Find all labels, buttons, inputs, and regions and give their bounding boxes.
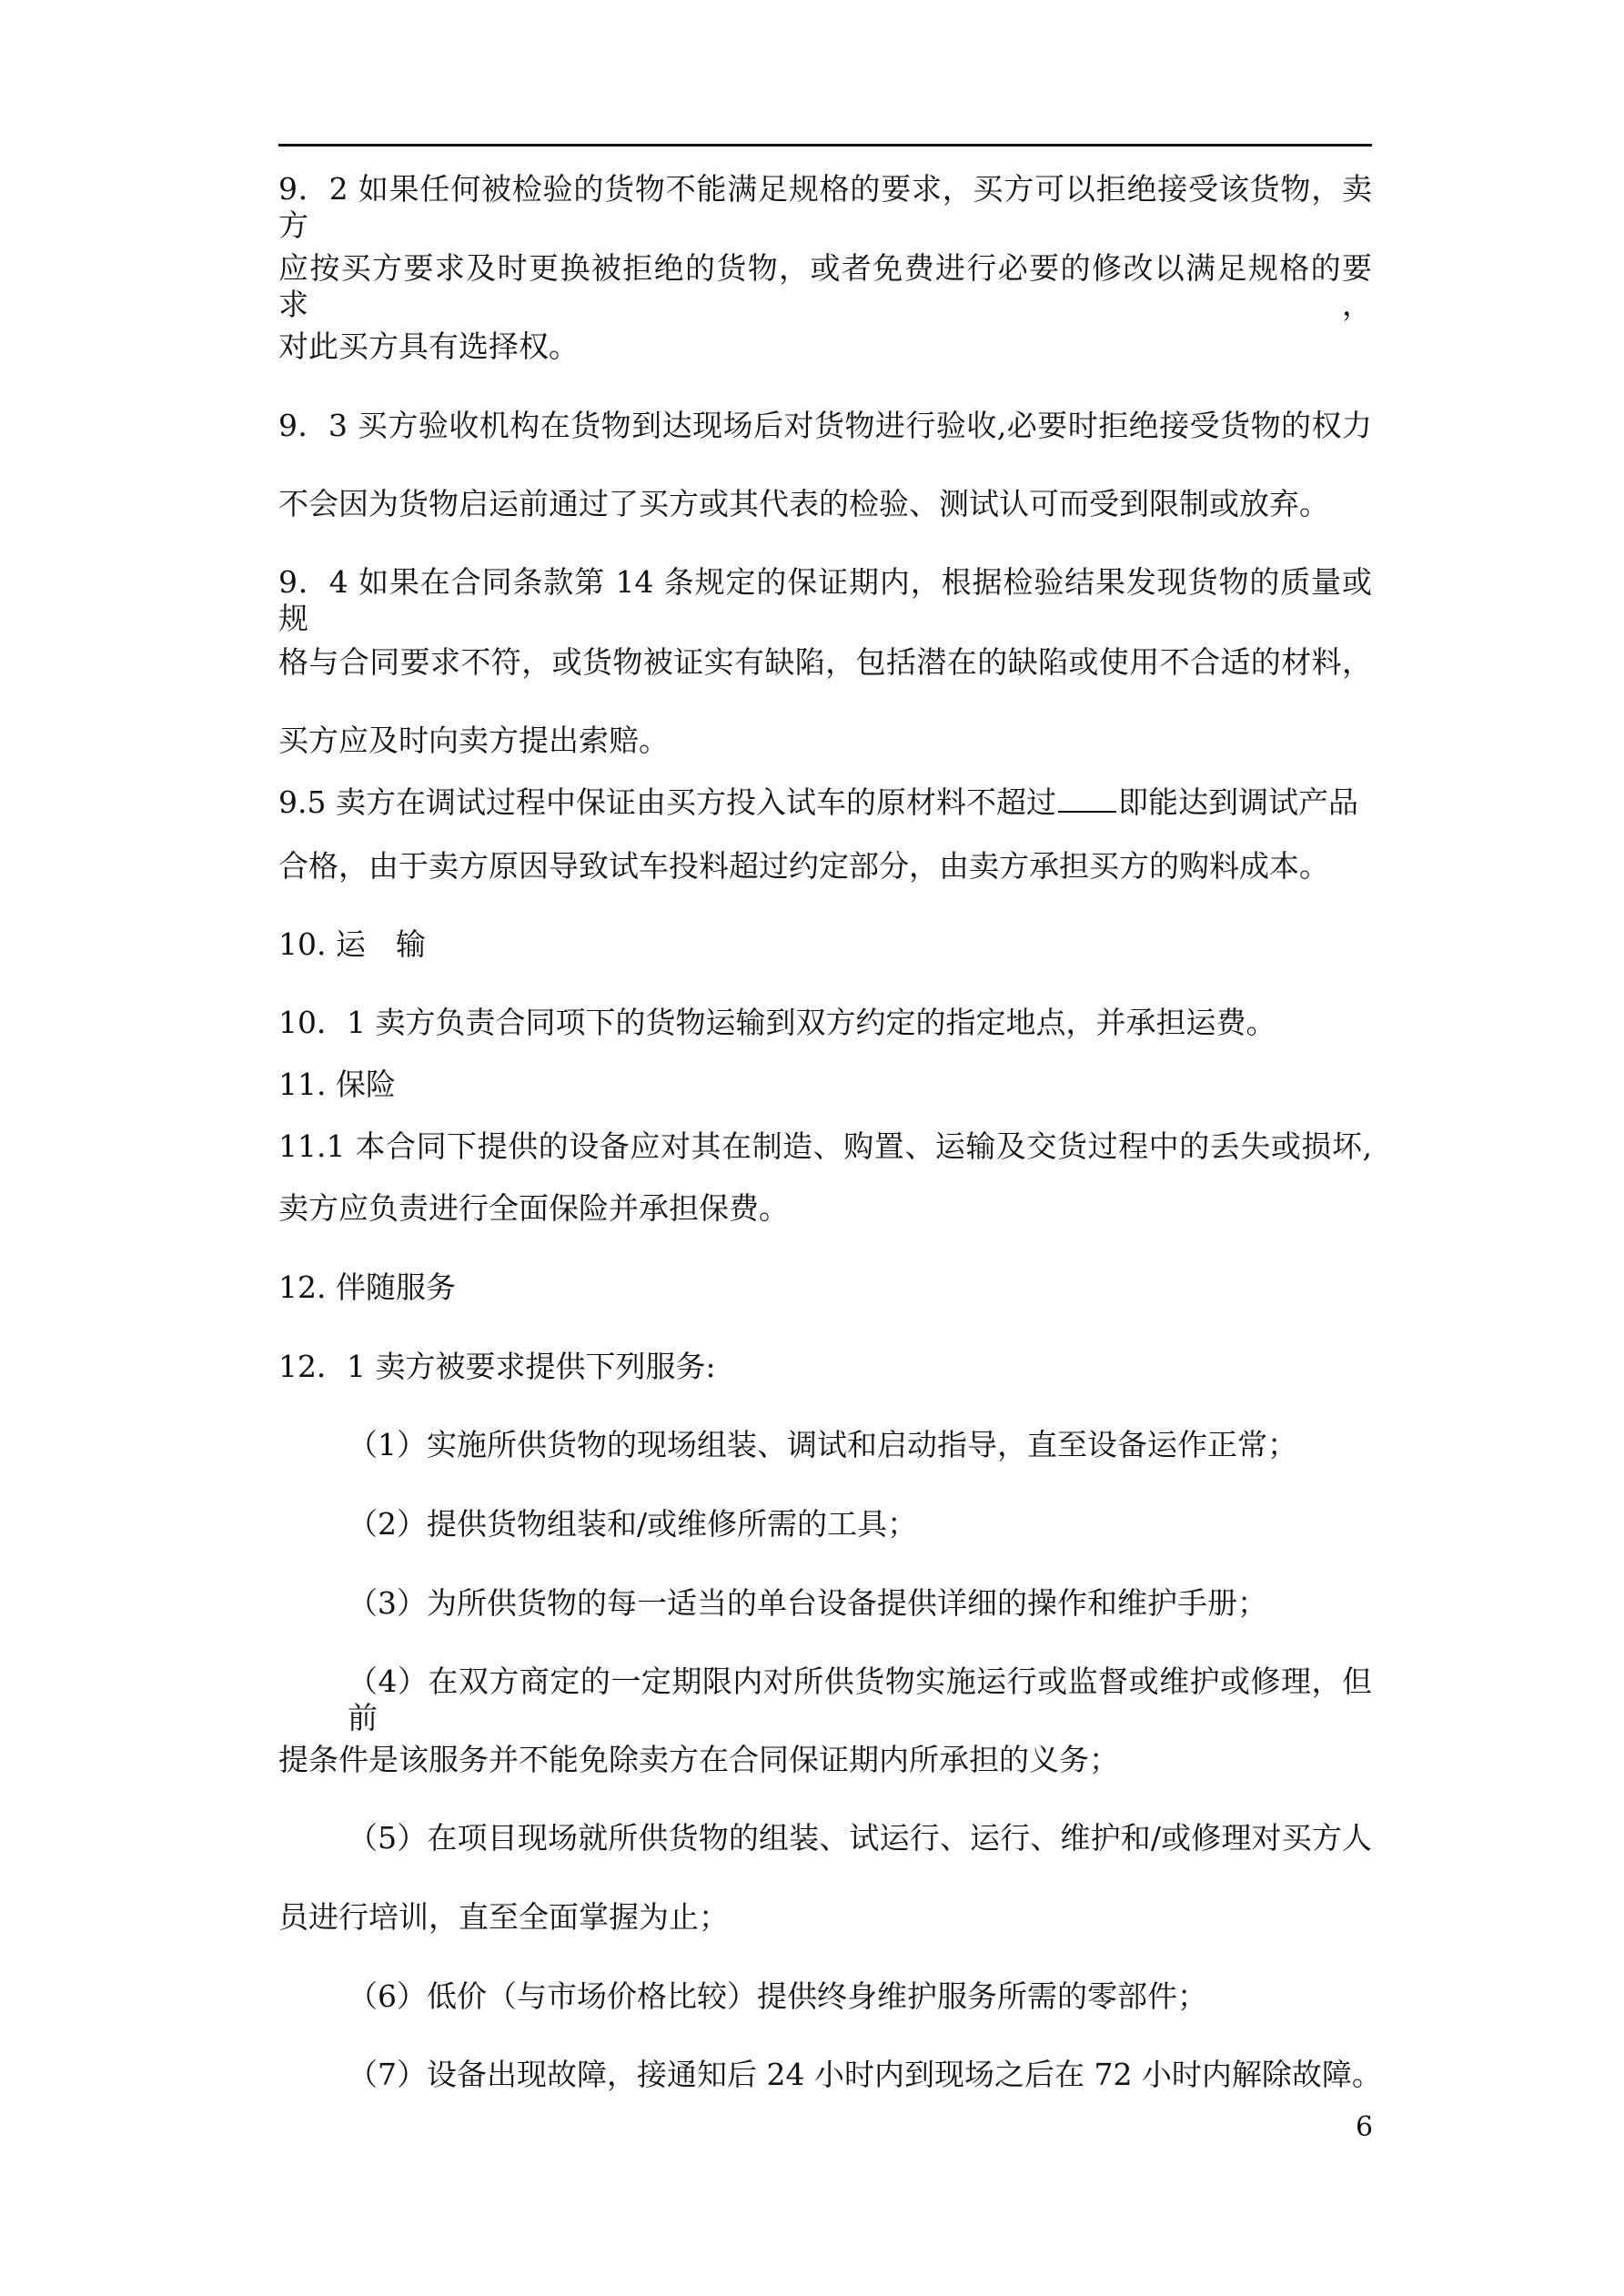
clause-12-1: 12．1 卖方被要求提供下列服务:	[278, 1349, 716, 1384]
clause-9-2-line-2: 应按买方要求及时更换被拒绝的货物，或者免费进行必要的修改以满足规格的要求，	[278, 250, 1372, 322]
section-12-heading: 12. 伴随服务	[278, 1269, 456, 1305]
clause-9-3-line-1: 9．3 买方验收机构在货物到达现场后对货物进行验收,必要时拒绝接受货物的权力	[278, 408, 1372, 443]
service-item-4-line-2: 提条件是该服务并不能免除卖方在合同保证期内所承担的义务；	[278, 1742, 1119, 1777]
clause-9-3-line-2: 不会因为货物启运前通过了买方或其代表的检验、测试认可而受到限制或放弃。	[278, 486, 1329, 521]
section-11-heading: 11. 保险	[278, 1067, 396, 1102]
clause-10-1: 10．1 卖方负责合同项下的货物运输到双方约定的指定地点，并承担运费。	[278, 1005, 1276, 1040]
clause-9-5-line-2: 合格，由于卖方原因导致试车投料超过约定部分，由卖方承担买方的购料成本。	[278, 848, 1329, 884]
fill-in-blank	[1058, 787, 1116, 813]
header-rule	[278, 144, 1372, 147]
section-10-heading: 10. 运 输	[278, 926, 426, 962]
clause-9-4-line-2: 格与合同要求不符，或货物被证实有缺陷，包括潜在的缺陷或使用不合适的材料，	[278, 644, 1372, 680]
service-item-3: （3）为所供货物的每一适当的单台设备提供详细的操作和维护手册；	[348, 1585, 1267, 1621]
service-item-7: （7）设备出现故障，接通知后 24 小时内到现场之后在 72 小时内解除故障。	[348, 2057, 1382, 2092]
clause-9-4-line-3: 买方应及时向卖方提出索赔。	[278, 723, 669, 758]
service-item-5-line-1: （5）在项目现场就所供货物的组装、试运行、运行、维护和/或修理对买方人	[348, 1820, 1372, 1856]
clause-9-2-line-3: 对此买方具有选择权。	[278, 329, 579, 364]
service-item-5-line-2: 员进行培训，直至全面掌握为止；	[278, 1899, 729, 1935]
service-item-6: （6）低价（与市场价格比较）提供终身维护服务所需的零部件；	[348, 1978, 1207, 2014]
clause-9-5-line-1	[278, 784, 1358, 821]
page-number: 6	[1356, 2111, 1374, 2143]
clause-9-5-text-after-blank: 即能达到调试产品	[1117, 784, 1358, 820]
service-item-4-line-1: （4）在双方商定的一定期限内对所供货物实施运行或监督或维护或修理，但前	[348, 1664, 1372, 1735]
clause-9-2-line-1: 9．2 如果任何被检验的货物不能满足规格的要求，买方可以拒绝接受该货物，卖方	[278, 171, 1372, 243]
service-item-1: （1）实施所供货物的现场组装、调试和启动指导，直至设备运作正常；	[348, 1427, 1297, 1462]
service-item-2: （2）提供货物组装和/或维修所需的工具；	[348, 1506, 918, 1542]
clause-11-1-line-1: 11.1 本合同下提供的设备应对其在制造、购置、运输及交货过程中的丢失或损坏,	[278, 1128, 1372, 1164]
clause-9-4-line-1: 9．4 如果在合同条款第 14 条规定的保证期内，根据检验结果发现货物的质量或规	[278, 564, 1372, 636]
clause-9-5-text-before-blank: 9.5 卖方在调试过程中保证由买方投入试车的原材料不超过	[278, 784, 1056, 820]
clause-11-1-line-2: 卖方应负责进行全面保险并承担保费。	[278, 1190, 789, 1226]
